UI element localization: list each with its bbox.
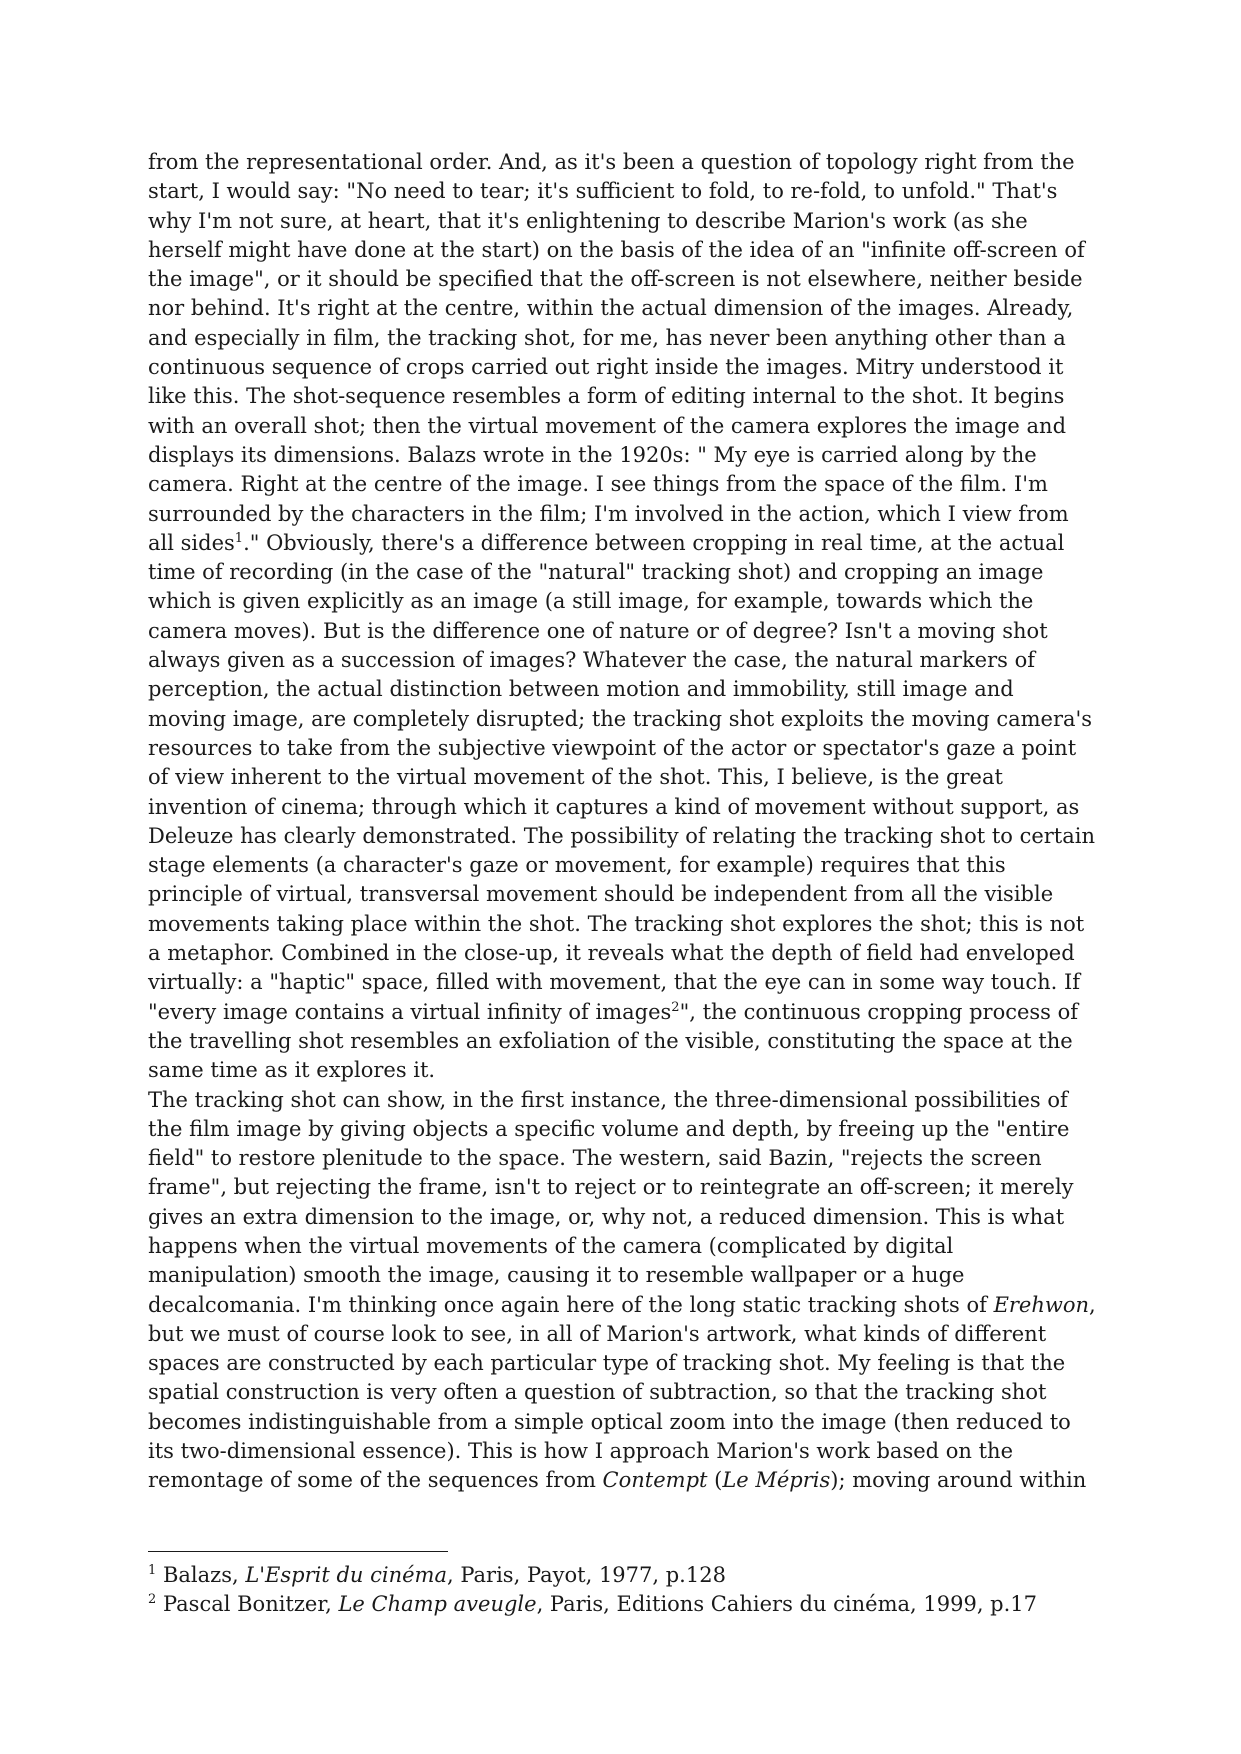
text-segment: "every image contains a virtual infinity of images bbox=[148, 999, 672, 1024]
page-body bbox=[148, 148, 1103, 1496]
text-segment: , bbox=[1089, 1292, 1096, 1317]
text-line: happens when the virtual movements of the camera (complicated by digital bbox=[148, 1233, 954, 1258]
text-line: like this. The shot-sequence resembles a form of editing internal to the shot. It begins bbox=[148, 384, 1065, 409]
text-line: moving image, are completely disrupted; the tracking shot exploits the moving camera's bbox=[148, 706, 1093, 731]
footnote-author: Pascal Bonitzer, bbox=[156, 1592, 339, 1616]
text-line: surrounded by the characters in the film; I'm involved in the action, which I view from bbox=[148, 501, 1069, 526]
text-line: same time as it explores it. bbox=[148, 1058, 436, 1083]
text-line: becomes indistinguishable from a simple optical zoom into the image (then reduced to bbox=[148, 1409, 1071, 1434]
text-line: continuous sequence of crops carried out right inside the images. Mitry understood it bbox=[148, 355, 1064, 380]
text-line: camera. Right at the centre of the image. I see things from the space of the film. I'm bbox=[148, 472, 1048, 497]
italic-title: Erehwon bbox=[993, 1292, 1090, 1317]
text-line: gives an extra dimension to the image, or, why not, a reduced dimension. This is what bbox=[148, 1204, 1065, 1229]
footnote-ref-2[interactable]: 2 bbox=[671, 999, 680, 1015]
text-line: and especially in film, the tracking shot, for me, has never been anything other than a bbox=[148, 325, 1066, 350]
footnote-title: L'Esprit du cinéma bbox=[245, 1563, 447, 1587]
text-line: time of recording (in the case of the "natural" tracking shot) and cropping an image bbox=[148, 560, 1044, 585]
text-line: spatial construction is very often a question of subtraction, so that the tracking shot bbox=[148, 1380, 1047, 1405]
text-line: the travelling shot resembles an exfoliation of the visible, constituting the space at the bbox=[148, 1028, 1073, 1053]
text-segment: ( bbox=[707, 1468, 723, 1493]
text-line: nor behind. It's right at the centre, within the actual dimension of the images. Already, bbox=[148, 296, 1074, 321]
text-line bbox=[148, 1466, 1103, 1495]
text-line: perception, the actual distinction between motion and immobility, still image and bbox=[148, 677, 1014, 702]
footnote-author: Balazs, bbox=[156, 1563, 246, 1587]
text-line: displays its dimensions. Balazs wrote in the 1920s: " My eye is carried along by the bbox=[148, 442, 1037, 467]
text-segment: remontage of some of the sequences from bbox=[148, 1468, 603, 1493]
text-segment: decalcomania. I'm thinking once again here of the long static tracking shots of bbox=[148, 1292, 994, 1317]
footnote-number: 1 bbox=[148, 1563, 157, 1578]
text-line: The tracking shot can show, in the first instance, the three-dimensional possibilities of bbox=[148, 1087, 1068, 1112]
footnote-1 bbox=[148, 1561, 1103, 1590]
text-line: field" to restore plenitude to the space. The western, said Bazin, "rejects the screen bbox=[148, 1146, 1042, 1171]
paragraph-2 bbox=[148, 1086, 1103, 1496]
text-line: always given as a succession of images? Whatever the case, the natural markers of bbox=[148, 648, 1036, 673]
text-segment: ." Obviously, there's a difference between cropping in real time, at the actual bbox=[243, 530, 1065, 555]
text-line: frame", but rejecting the frame, isn't to reject or to reintegrate an off-screen; it merely bbox=[148, 1175, 1074, 1200]
italic-title: Contempt bbox=[602, 1468, 708, 1493]
text-line: resources to take from the subjective viewpoint of the actor or spectator's gaze a point bbox=[148, 735, 1077, 760]
italic-title: Le Mépris bbox=[722, 1468, 831, 1493]
text-line: Deleuze has clearly demonstrated. The possibility of relating the tracking shot to certain bbox=[148, 823, 1096, 848]
footnote-number: 2 bbox=[148, 1592, 157, 1607]
text-line: its two-dimensional essence). This is how I approach Marion's work based on the bbox=[148, 1439, 1013, 1464]
text-line: stage elements (a character's gaze or movement, for example) requires that this bbox=[148, 853, 1006, 878]
text-segment: all sides bbox=[148, 530, 235, 555]
footnotes bbox=[148, 1551, 1103, 1619]
text-line: principle of virtual, transversal movement should be independent from all the visible bbox=[148, 882, 1054, 907]
text-line: which is given explicitly as an image (a still image, for example, towards which the bbox=[148, 589, 1034, 614]
text-line: from the representational order. And, as it's been a question of topology right from the bbox=[148, 150, 1075, 174]
footnote-title: Le Champ aveugle bbox=[338, 1592, 537, 1616]
text-line: the film image by giving objects a specific volume and depth, by freeing up the "entire bbox=[148, 1116, 1070, 1141]
text-line bbox=[148, 529, 1103, 558]
text-line: start, I would say: "No need to tear; it's sufficient to fold, to re-fold, to unfold." That's bbox=[148, 179, 1058, 204]
paragraph-1 bbox=[148, 148, 1103, 1086]
footnote-separator bbox=[148, 1551, 448, 1552]
text-line: with an overall shot; then the virtual movement of the camera explores the image and bbox=[148, 413, 1067, 438]
text-line: but we must of course look to see, in all of Marion's artwork, what kinds of different bbox=[148, 1321, 1047, 1346]
text-line: of view inherent to the virtual movement of the shot. This, I believe, is the great bbox=[148, 765, 1003, 790]
text-line bbox=[148, 1291, 1103, 1320]
text-line: herself might have done at the start) on the basis of the idea of an "infinite off-screen of bbox=[148, 237, 1085, 262]
text-line: the image", or it should be specified that the off-screen is not elsewhere, neither beside bbox=[148, 267, 1083, 292]
text-line: invention of cinema; through which it captures a kind of movement without support, as bbox=[148, 794, 1080, 819]
text-line: a metaphor. Combined in the close-up, it reveals what the depth of field had enveloped bbox=[148, 941, 1075, 966]
text-line bbox=[148, 998, 1103, 1027]
footnote-details: , Paris, Editions Cahiers du cinéma, 1999, p.17 bbox=[536, 1592, 1038, 1616]
text-line: why I'm not sure, at heart, that it's enlightening to describe Marion's work (as she bbox=[148, 208, 1028, 233]
text-line: virtually: a "haptic" space, filled with movement, that the eye can in some way touch. If bbox=[148, 970, 1081, 995]
text-segment: ", the continuous cropping process of bbox=[679, 999, 1079, 1024]
footnote-2 bbox=[148, 1590, 1103, 1619]
text-segment: ); moving around within bbox=[830, 1468, 1087, 1493]
text-line: movements taking place within the shot. The tracking shot explores the shot; this is not bbox=[148, 911, 1085, 936]
footnote-details: , Paris, Payot, 1977, p.128 bbox=[447, 1563, 726, 1587]
text-line: spaces are constructed by each particular type of tracking shot. My feeling is that the bbox=[148, 1351, 1066, 1376]
text-line: camera moves). But is the difference one of nature or of degree? Isn't a moving shot bbox=[148, 618, 1048, 643]
footnote-ref-1[interactable]: 1 bbox=[234, 530, 244, 546]
text-line: manipulation) smooth the image, causing it to resemble wallpaper or a huge bbox=[148, 1263, 965, 1288]
